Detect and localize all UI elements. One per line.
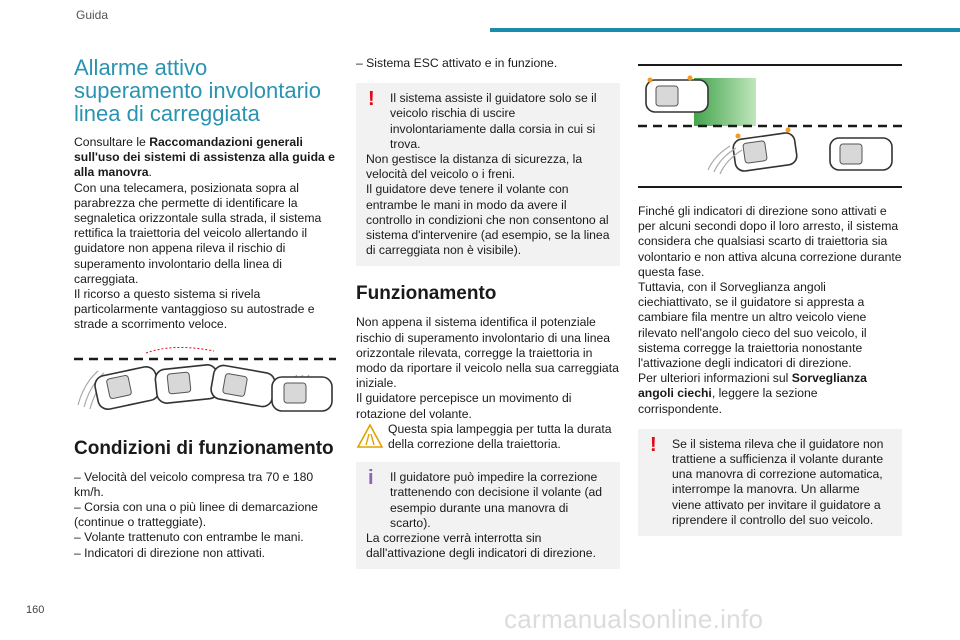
title-line-1: Allarme attivo — [74, 55, 208, 80]
functioning-paragraph-1: Non appena il sistema identifica il potenziale rischio di superamento involontario di una linea orizzontale rilevata, corregge la traiettoria in modo da riportare il veicolo nella sua carreggiata iniziale. — [356, 315, 619, 391]
info-icon: i — [368, 467, 374, 490]
condition-item: – Velocità del veicolo compresa tra 70 e 180 km/h. — [74, 469, 314, 499]
lane-warning-light-icon — [356, 422, 384, 450]
intro-suffix: . — [148, 165, 152, 180]
lane-correction-illustration — [74, 345, 336, 423]
warning-light-text: Questa spia lampeggia per tutta la durata della correzione della traiettoria. — [388, 421, 612, 452]
intro-link-bold: Raccomandazioni generali sull'uso dei sistemi di assistenza alla guida e alla manovra — [74, 135, 335, 180]
conditions-title: Condizioni di funzionamento — [74, 437, 334, 459]
condition-item: – Corsia con una o più linee di demarcazione (continue o tratteggiate). — [74, 500, 318, 530]
page-title — [74, 56, 336, 125]
info-text-1: Il guidatore può impedire la correzione trattenendo con decisione il volante (ad esempio durante una manovra di scarto). — [390, 470, 603, 530]
functioning-paragraph-2: Il guidatore percepisce un movimento di rotazione del volante. — [356, 391, 572, 421]
intro-paragraph — [74, 135, 336, 181]
page-number: 160 — [26, 604, 45, 616]
column-1 — [74, 56, 336, 561]
warning-exclamation-icon: ! — [368, 88, 375, 111]
warning-light-row — [356, 422, 620, 452]
blind-spot-paragraph: Tuttavia, con il Sorveglianza angoli ciechiattivato, se il guidatore si appresta a cambiare fila mentre un altro veicolo viene rilevato nell'angolo cieco del suo veicolo, il sistema corregge la traiettoria nonostante l'attivazione degli indicatori di direzione. — [638, 280, 867, 371]
warning-box — [356, 83, 620, 266]
condition-item: – Indicatori di direzione non attivati. — [74, 545, 266, 560]
warning-box-2 — [638, 429, 902, 536]
warning-2-text: Se il sistema rileva che il guidatore non trattiene a sufficienza il volante durante una manovra di correzione automatica, interrompe la manovra. Un allarme viene attivato per invitare il guidatore a riprendere il controllo del suo veicolo. — [672, 436, 884, 527]
header-section-title: Guida — [76, 8, 109, 22]
info-box — [356, 462, 620, 569]
info-text-2: La correzione verrà interrotta sin dall'attivazione degli indicatori di direzione. — [366, 531, 596, 561]
intro-prefix: Consultare le — [74, 135, 150, 149]
lane-correction-drawing — [74, 345, 336, 417]
usage-paragraph: Il ricorso a questo sistema si rivela particolarmente vantaggioso su autostrade e strade a scorrimento veloce. — [74, 287, 315, 332]
column-2 — [356, 56, 620, 569]
more-info-link-bold: Sorveglianza angoli ciechi — [638, 371, 867, 401]
blind-spot-drawing — [638, 66, 902, 182]
indicators-paragraph: Finché gli indicatori di direzione sono attivati e per alcuni secondi dopo il loro arresto, il sistema considera che qualsiasi scarto di traiettoria sia volontario e non attiva alcuna correzione durante questa fase. — [638, 204, 902, 279]
condition-item: – Volante trattenuto con entrambe le mani. — [74, 530, 304, 545]
column-3 — [638, 56, 902, 536]
more-info-suffix: , leggere la sezione corrispondente. — [638, 386, 818, 416]
watermark: carmanualsonline.info — [504, 604, 764, 634]
header-accent-bar — [490, 28, 960, 32]
blind-spot-illustration — [638, 64, 902, 188]
more-info-paragraph — [638, 371, 902, 417]
warning-text-3: Il guidatore deve tenere il volante con entrambe le mani in modo da avere il controllo in condizioni che non consentono al sistema d'intervenire (ad esempio, se la linea di carreggiata non è visibile). — [366, 182, 610, 258]
functioning-title: Funzionamento — [356, 283, 497, 305]
warning-text-2: Non gestisce la distanza di sicurezza, la velocità del veicolo o i freni. — [366, 152, 583, 182]
warning-text-1: Il sistema assiste il guidatore solo se il veicolo rischia di uscire involontariamente dalla corsia in cui si trova. — [390, 91, 597, 151]
description-paragraph: Con una telecamera, posizionata sopra al parabrezza che permette di identificare la segnaletica orizzontale sulla strada, il sistema rettifica la traiettoria del veicolo allertando il guidatore non appena rileva il rischio di superamento involontario della linea di carreggiata. — [74, 180, 322, 286]
warning-exclamation-icon: ! — [650, 433, 657, 456]
condition-item-esc: – Sistema ESC attivato e in funzione. — [356, 56, 558, 70]
title-rest: superamento involontario linea di carreggiata — [74, 78, 322, 126]
more-info-prefix: Per ulteriori informazioni sul — [638, 371, 792, 386]
